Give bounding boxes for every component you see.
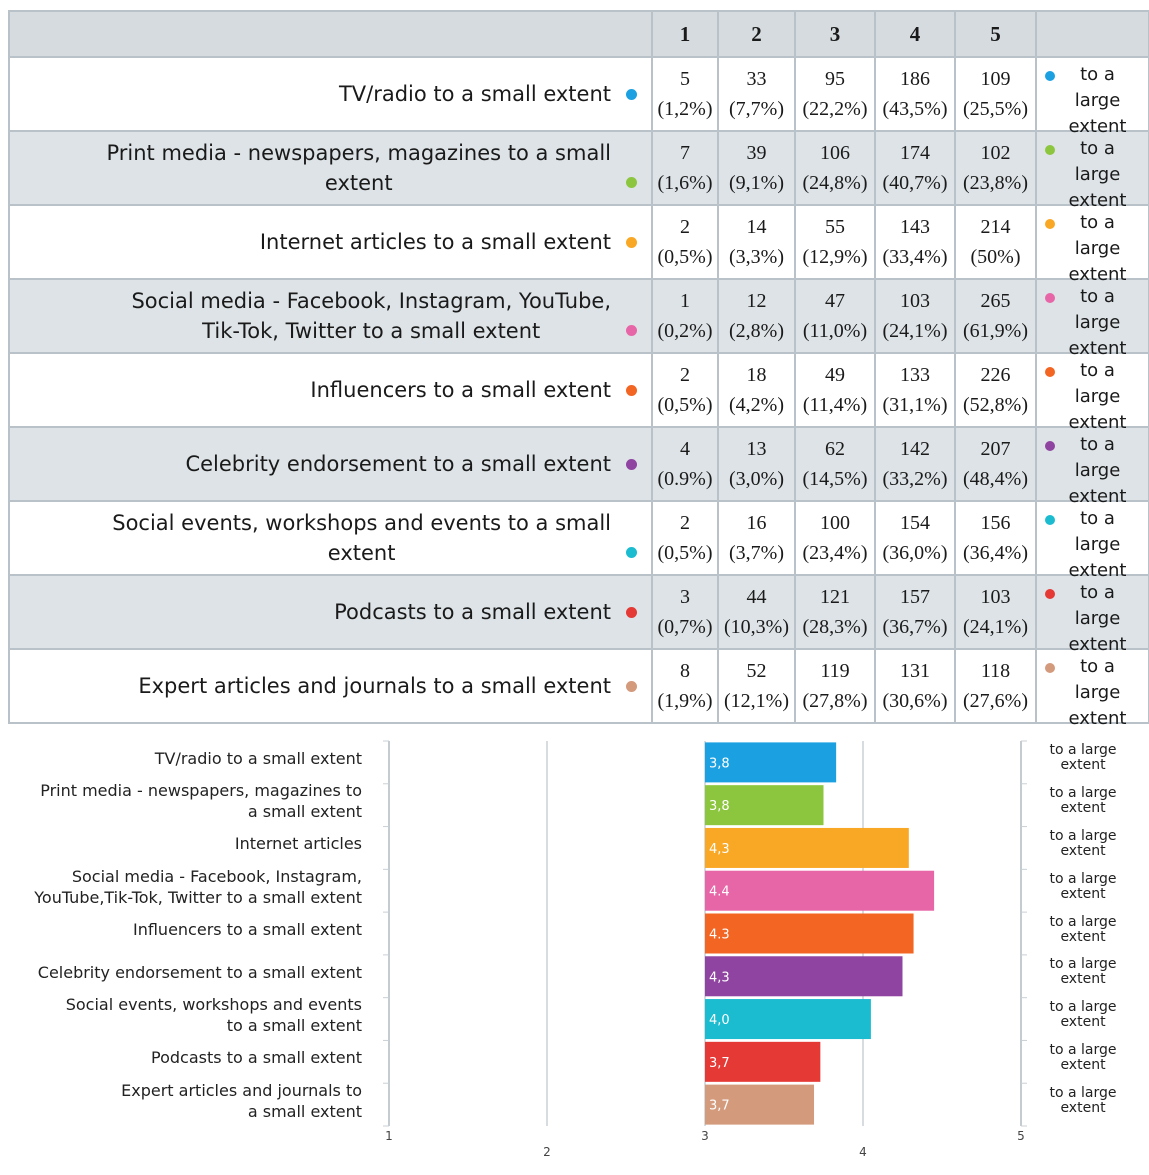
bar-value-label: 4,3 <box>709 970 730 986</box>
row-end-label: extent <box>1068 560 1127 581</box>
percent-value: (40,7%) <box>882 172 948 194</box>
header-2: 2 <box>718 11 795 57</box>
row-label: Influencers to a small extent <box>310 378 611 402</box>
percent-value: (9,1%) <box>729 172 784 194</box>
category-label <box>0 780 362 822</box>
count-value: 118 <box>980 660 1011 682</box>
right-axis-label <box>1033 1086 1133 1116</box>
count-value: 103 <box>900 290 930 312</box>
count-value: 1 <box>680 290 690 312</box>
row-label: Expert articles and journals to a small extent <box>138 674 611 698</box>
bar-value-label: 3,7 <box>709 1055 730 1071</box>
row-end-label: extent <box>1068 634 1127 655</box>
bar-value-label: 4.4 <box>709 884 730 900</box>
category-label-line: TV/radio to a small extent <box>154 748 362 768</box>
percent-value: (1,9%) <box>657 690 713 712</box>
count-value: 3 <box>680 586 690 608</box>
header-1: 1 <box>652 11 718 57</box>
right-axis-label-line: extent <box>1060 928 1106 945</box>
right-axis-label-line: extent <box>1060 971 1106 988</box>
right-axis-label-line: to a large <box>1049 827 1117 844</box>
right-axis-label <box>1033 1043 1133 1073</box>
percent-value: (36,7%) <box>882 616 948 638</box>
right-axis-label-line: to a large <box>1049 913 1117 930</box>
row-end-label: extent <box>1068 264 1127 285</box>
row-end-label: to a large <box>1074 212 1121 259</box>
row-label: extent <box>324 171 393 195</box>
count-value: 2 <box>680 216 690 238</box>
category-label-line: Print media - newspapers, magazines to <box>40 781 362 801</box>
percent-value: (0,5%) <box>657 246 713 268</box>
category-label-line: Social media - Facebook, Instagram, <box>71 866 362 886</box>
percent-value: (24,1%) <box>963 616 1028 638</box>
right-axis-label-line: extent <box>1060 800 1106 817</box>
row-end-label: extent <box>1068 190 1127 211</box>
count-value: 13 <box>746 438 767 460</box>
count-value: 95 <box>825 68 845 90</box>
count-value: 133 <box>900 364 930 386</box>
category-label-line: YouTube,Tik-Tok, Twitter to a small extent <box>34 887 362 907</box>
count-value: 109 <box>980 68 1011 90</box>
percent-value: (33,4%) <box>882 246 948 268</box>
percent-value: (0,5%) <box>657 394 713 416</box>
percent-value: (27,6%) <box>963 690 1028 712</box>
row-label: Internet articles to a small extent <box>259 230 611 254</box>
count-value: 47 <box>825 290 845 312</box>
header-3: 3 <box>795 11 875 57</box>
percent-value: (2,8%) <box>729 320 784 342</box>
percent-value: (24,1%) <box>882 320 948 342</box>
percent-value: (12,9%) <box>802 246 868 268</box>
percent-value: (50%) <box>970 246 1021 268</box>
percent-value: (23,8%) <box>963 172 1028 194</box>
row-label: extent <box>327 541 396 565</box>
count-value: 8 <box>680 660 690 682</box>
category-label <box>0 1047 362 1068</box>
category-label-line: Social events, workshops and events <box>65 995 362 1015</box>
percent-value: (36,0%) <box>882 542 948 564</box>
right-axis-label-line: to a large <box>1049 785 1117 802</box>
header-5: 5 <box>955 11 1036 57</box>
right-axis-label <box>1033 957 1133 987</box>
count-value: 156 <box>980 512 1011 534</box>
right-axis-label <box>1033 872 1133 902</box>
category-label <box>0 866 362 908</box>
count-value: 39 <box>746 142 767 164</box>
percent-value: (0,2%) <box>657 320 713 342</box>
row-end-label: extent <box>1068 486 1127 507</box>
percent-value: (36,4%) <box>963 542 1028 564</box>
category-label-line: Expert articles and journals to <box>121 1080 362 1100</box>
category-label <box>0 1080 362 1122</box>
right-axis-label-line: extent <box>1060 757 1106 774</box>
right-axis-label-line: to a large <box>1049 1041 1117 1058</box>
right-axis-label <box>1033 743 1133 773</box>
count-value: 33 <box>746 68 767 90</box>
category-label <box>0 919 362 940</box>
category-label-line: to a small extent <box>226 1016 362 1036</box>
bar <box>705 956 903 996</box>
right-axis-label-line: to a large <box>1049 956 1117 973</box>
percent-value: (52,8%) <box>963 394 1028 416</box>
percent-value: (25,5%) <box>963 98 1028 120</box>
count-value: 16 <box>746 512 767 534</box>
x-tick-label: 4 <box>859 1145 867 1159</box>
row-end-label: to a large <box>1074 286 1121 333</box>
percent-value: (0,7%) <box>657 616 713 638</box>
count-value: 4 <box>680 438 690 460</box>
bar <box>705 914 914 954</box>
count-value: 5 <box>680 68 690 90</box>
percent-value: (0.9%) <box>657 468 713 490</box>
category-label <box>0 833 362 854</box>
percent-value: (10,3%) <box>724 616 789 638</box>
percent-value: (3,0%) <box>729 468 784 490</box>
count-value: 214 <box>980 216 1011 238</box>
right-axis-label <box>1033 1000 1133 1030</box>
bar <box>705 828 909 868</box>
category-label-line: a small extent <box>247 802 362 822</box>
percent-value: (24,8%) <box>802 172 868 194</box>
bar-value-label: 4,0 <box>709 1013 730 1029</box>
count-value: 106 <box>820 142 850 164</box>
count-value: 143 <box>900 216 930 238</box>
percent-value: (12,1%) <box>724 690 789 712</box>
count-value: 18 <box>746 364 767 386</box>
percent-value: (3,3%) <box>729 246 784 268</box>
count-value: 119 <box>820 660 850 682</box>
percent-value: (61,9%) <box>963 320 1028 342</box>
x-tick-label: 2 <box>543 1145 551 1159</box>
percent-value: (11,4%) <box>802 394 868 416</box>
count-value: 142 <box>900 438 930 460</box>
bar-value-label: 4,3 <box>709 841 730 857</box>
count-value: 102 <box>980 142 1011 164</box>
right-axis-label-line: extent <box>1060 1014 1106 1031</box>
count-value: 2 <box>680 512 690 534</box>
header-4: 4 <box>875 11 955 57</box>
right-axis-label-line: extent <box>1060 1056 1106 1073</box>
count-value: 226 <box>980 364 1011 386</box>
x-tick-label: 3 <box>701 1129 709 1143</box>
percent-value: (1,2%) <box>657 98 713 120</box>
row-end-label: extent <box>1068 338 1127 359</box>
category-label-line: Internet articles <box>234 834 362 854</box>
count-value: 12 <box>746 290 767 312</box>
percent-value: (3,7%) <box>729 542 784 564</box>
row-end-label: to a large <box>1074 434 1121 481</box>
count-value: 131 <box>900 660 930 682</box>
x-tick-label: 5 <box>1017 1129 1025 1143</box>
right-axis-label-line: extent <box>1060 1099 1106 1116</box>
percent-value: (31,1%) <box>882 394 948 416</box>
row-end-label: to a large <box>1074 138 1121 185</box>
percent-value: (43,5%) <box>882 98 948 120</box>
count-value: 100 <box>820 512 850 534</box>
right-axis-label-line: extent <box>1060 842 1106 859</box>
category-label-line: a small extent <box>247 1101 362 1121</box>
category-label-line: Podcasts to a small extent <box>151 1048 362 1068</box>
percent-value: (23,4%) <box>802 542 868 564</box>
row-end-label: extent <box>1068 412 1127 433</box>
row-end-label: to a large <box>1074 582 1121 629</box>
row-label: TV/radio to a small extent <box>338 82 611 106</box>
count-value: 14 <box>746 216 767 238</box>
count-value: 52 <box>746 660 767 682</box>
count-value: 121 <box>820 586 850 608</box>
count-value: 265 <box>980 290 1011 312</box>
percent-value: (1,6%) <box>657 172 713 194</box>
bar <box>705 999 871 1039</box>
count-value: 44 <box>746 586 767 608</box>
row-end-label: to a large <box>1074 360 1121 407</box>
row-end-label: extent <box>1068 116 1127 137</box>
category-label-line: Influencers to a small extent <box>132 920 362 939</box>
right-axis-label <box>1033 829 1133 859</box>
category-label <box>0 748 362 769</box>
row-label: Print media - newspapers, magazines to a small <box>106 141 611 165</box>
row-label: Podcasts to a small extent <box>334 600 611 624</box>
right-axis-label <box>1033 915 1133 945</box>
count-value: 157 <box>900 586 930 608</box>
count-value: 55 <box>825 216 845 238</box>
right-axis-label-line: extent <box>1060 885 1106 902</box>
count-value: 186 <box>900 68 930 90</box>
category-label-line: Celebrity endorsement to a small extent <box>37 962 362 982</box>
percent-value: (7,7%) <box>729 98 784 120</box>
right-axis-label-line: to a large <box>1049 1084 1117 1101</box>
count-value: 62 <box>825 438 845 460</box>
percent-value: (30,6%) <box>882 690 948 712</box>
count-value: 49 <box>825 364 845 386</box>
row-label: Celebrity endorsement to a small extent <box>185 452 611 476</box>
count-value: 2 <box>680 364 690 386</box>
percent-value: (48,4%) <box>963 468 1028 490</box>
row-end-label: to a large <box>1074 508 1121 555</box>
category-label <box>0 962 362 983</box>
row-label: Social media - Facebook, Instagram, YouTube, <box>131 289 611 313</box>
right-axis-label-line: to a large <box>1049 870 1117 887</box>
row-end-label: to a large <box>1074 64 1121 111</box>
bar <box>705 871 934 911</box>
row-end-label: to a large <box>1074 656 1121 703</box>
count-value: 174 <box>900 142 930 164</box>
percent-value: (33,2%) <box>882 468 948 490</box>
x-tick-label: 1 <box>385 1129 393 1143</box>
percent-value: (11,0%) <box>802 320 868 342</box>
bar-value-label: 3,8 <box>709 799 730 815</box>
row-label: Social events, workshops and events to a small <box>112 511 611 535</box>
count-value: 103 <box>980 586 1011 608</box>
percent-value: (22,2%) <box>802 98 868 120</box>
right-axis-label-line: to a large <box>1049 999 1117 1016</box>
count-value: 154 <box>900 512 930 534</box>
count-value: 7 <box>680 142 690 164</box>
count-value: 207 <box>980 438 1011 460</box>
bar-value-label: 3,7 <box>709 1098 730 1114</box>
percent-value: (27,8%) <box>802 690 868 712</box>
percent-value: (0,5%) <box>657 542 713 564</box>
row-label: Tik-Tok, Twitter to a small extent <box>202 319 541 343</box>
percent-value: (28,3%) <box>802 616 868 638</box>
category-label <box>0 994 362 1036</box>
percent-value: (4,2%) <box>729 394 784 416</box>
bar-value-label: 4.3 <box>709 927 730 943</box>
bar-value-label: 3,8 <box>709 756 730 772</box>
right-axis-label <box>1033 786 1133 816</box>
row-end-label: extent <box>1068 708 1127 729</box>
percent-value: (14,5%) <box>802 468 868 490</box>
right-axis-label-line: to a large <box>1049 742 1117 759</box>
